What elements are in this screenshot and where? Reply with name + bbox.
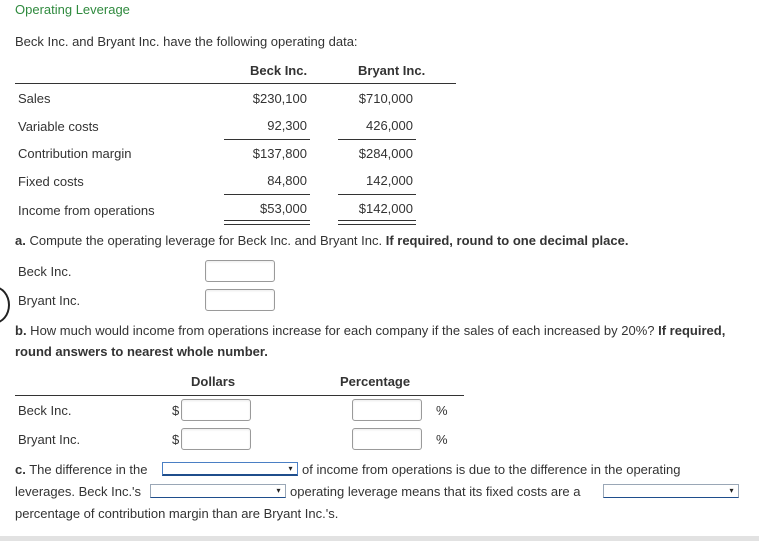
part-c-text-3: leverages. Beck Inc.'s bbox=[15, 484, 142, 499]
column-header-beck: Beck Inc. bbox=[250, 63, 308, 78]
beck-percentage-increase-input[interactable] bbox=[352, 399, 422, 421]
part-b-text: How much would income from operations increase for each company if the sales of each increased by 20%? bbox=[26, 323, 659, 338]
intro-text: Beck Inc. and Bryant Inc. have the following operating data: bbox=[15, 34, 358, 49]
column-header-bryant: Bryant Inc. bbox=[358, 63, 426, 78]
beck-fixed-costs: 84,800 bbox=[267, 173, 307, 188]
beck-contribution-margin: $137,800 bbox=[252, 146, 307, 161]
header-rule bbox=[15, 83, 456, 84]
beck-dollar-increase-input[interactable] bbox=[181, 399, 251, 421]
part-a-text: Compute the operating leverage for Beck Inc. and Bryant Inc. bbox=[25, 233, 386, 248]
percent-sign: % bbox=[436, 403, 448, 418]
part-c-text-5: percentage of contribution margin than are Bryant Inc.'s. bbox=[15, 506, 339, 521]
subtotal-rule-beck-2 bbox=[224, 194, 310, 195]
percent-sign: % bbox=[436, 432, 448, 447]
bryant-dollar-increase-input[interactable] bbox=[181, 428, 251, 450]
row-label-fixed-costs: Fixed costs bbox=[18, 174, 84, 189]
part-b-label-beck: Beck Inc. bbox=[18, 403, 72, 418]
part-b-label-bryant: Bryant Inc. bbox=[18, 432, 81, 447]
page-edge-arc bbox=[0, 286, 10, 324]
bryant-sales: $710,000 bbox=[358, 91, 413, 106]
chevron-down-icon: ▾ bbox=[288, 464, 293, 473]
row-label-income-from-operations: Income from operations bbox=[18, 203, 155, 218]
subtotal-rule-bryant-2 bbox=[338, 194, 416, 195]
total-double-rule-bryant bbox=[338, 220, 416, 225]
part-b-header-rule bbox=[15, 395, 464, 396]
beck-variable-costs: 92,300 bbox=[267, 118, 307, 133]
row-label-sales: Sales bbox=[18, 91, 51, 106]
column-header-dollars: Dollars bbox=[191, 374, 236, 389]
part-c-line-1 bbox=[15, 462, 148, 477]
dollar-sign: $ bbox=[172, 432, 180, 447]
bryant-contribution-margin: $284,000 bbox=[358, 146, 413, 161]
total-double-rule-beck bbox=[224, 220, 310, 225]
dollar-sign: $ bbox=[172, 403, 180, 418]
bryant-operating-leverage-input[interactable] bbox=[205, 289, 275, 311]
bryant-income: $142,000 bbox=[358, 201, 413, 216]
part-c-text-4: operating leverage means that its fixed costs are a bbox=[290, 484, 581, 499]
bryant-variable-costs: 426,000 bbox=[366, 118, 413, 133]
chevron-down-icon: ▾ bbox=[729, 486, 734, 495]
beck-income: $53,000 bbox=[260, 201, 307, 216]
subtotal-rule-beck bbox=[224, 139, 310, 140]
bryant-percentage-increase-input[interactable] bbox=[352, 428, 422, 450]
part-b-letter: b. bbox=[15, 323, 27, 338]
chevron-down-icon: ▾ bbox=[276, 486, 281, 495]
difference-type-dropdown[interactable] bbox=[162, 462, 298, 476]
fixed-cost-percentage-dropdown[interactable] bbox=[603, 484, 739, 498]
part-a-label-beck: Beck Inc. bbox=[18, 264, 72, 279]
part-a-letter: a. bbox=[15, 233, 26, 248]
part-c-text-1: The difference in the bbox=[25, 462, 148, 477]
row-label-variable-costs: Variable costs bbox=[18, 119, 99, 134]
column-header-percentage: Percentage bbox=[340, 374, 411, 389]
row-label-contribution-margin: Contribution margin bbox=[18, 146, 132, 161]
part-c-text-2: of income from operations is due to the difference in the operating bbox=[302, 462, 681, 477]
part-b-rounding-note: If required, round answers to nearest whole number. bbox=[15, 323, 726, 359]
beck-leverage-level-dropdown[interactable] bbox=[150, 484, 286, 498]
bottom-scroll-strip bbox=[0, 536, 759, 541]
beck-operating-leverage-input[interactable] bbox=[205, 260, 275, 282]
part-c-letter: c. bbox=[15, 462, 26, 477]
subtotal-rule-bryant bbox=[338, 139, 416, 140]
beck-sales: $230,100 bbox=[252, 91, 307, 106]
part-a-prompt bbox=[15, 233, 628, 248]
part-b-prompt bbox=[15, 320, 730, 362]
bryant-fixed-costs: 142,000 bbox=[366, 173, 413, 188]
part-a-rounding-note: If required, round to one decimal place. bbox=[385, 233, 629, 248]
part-a-label-bryant: Bryant Inc. bbox=[18, 293, 81, 308]
page-title: Operating Leverage bbox=[15, 2, 130, 17]
